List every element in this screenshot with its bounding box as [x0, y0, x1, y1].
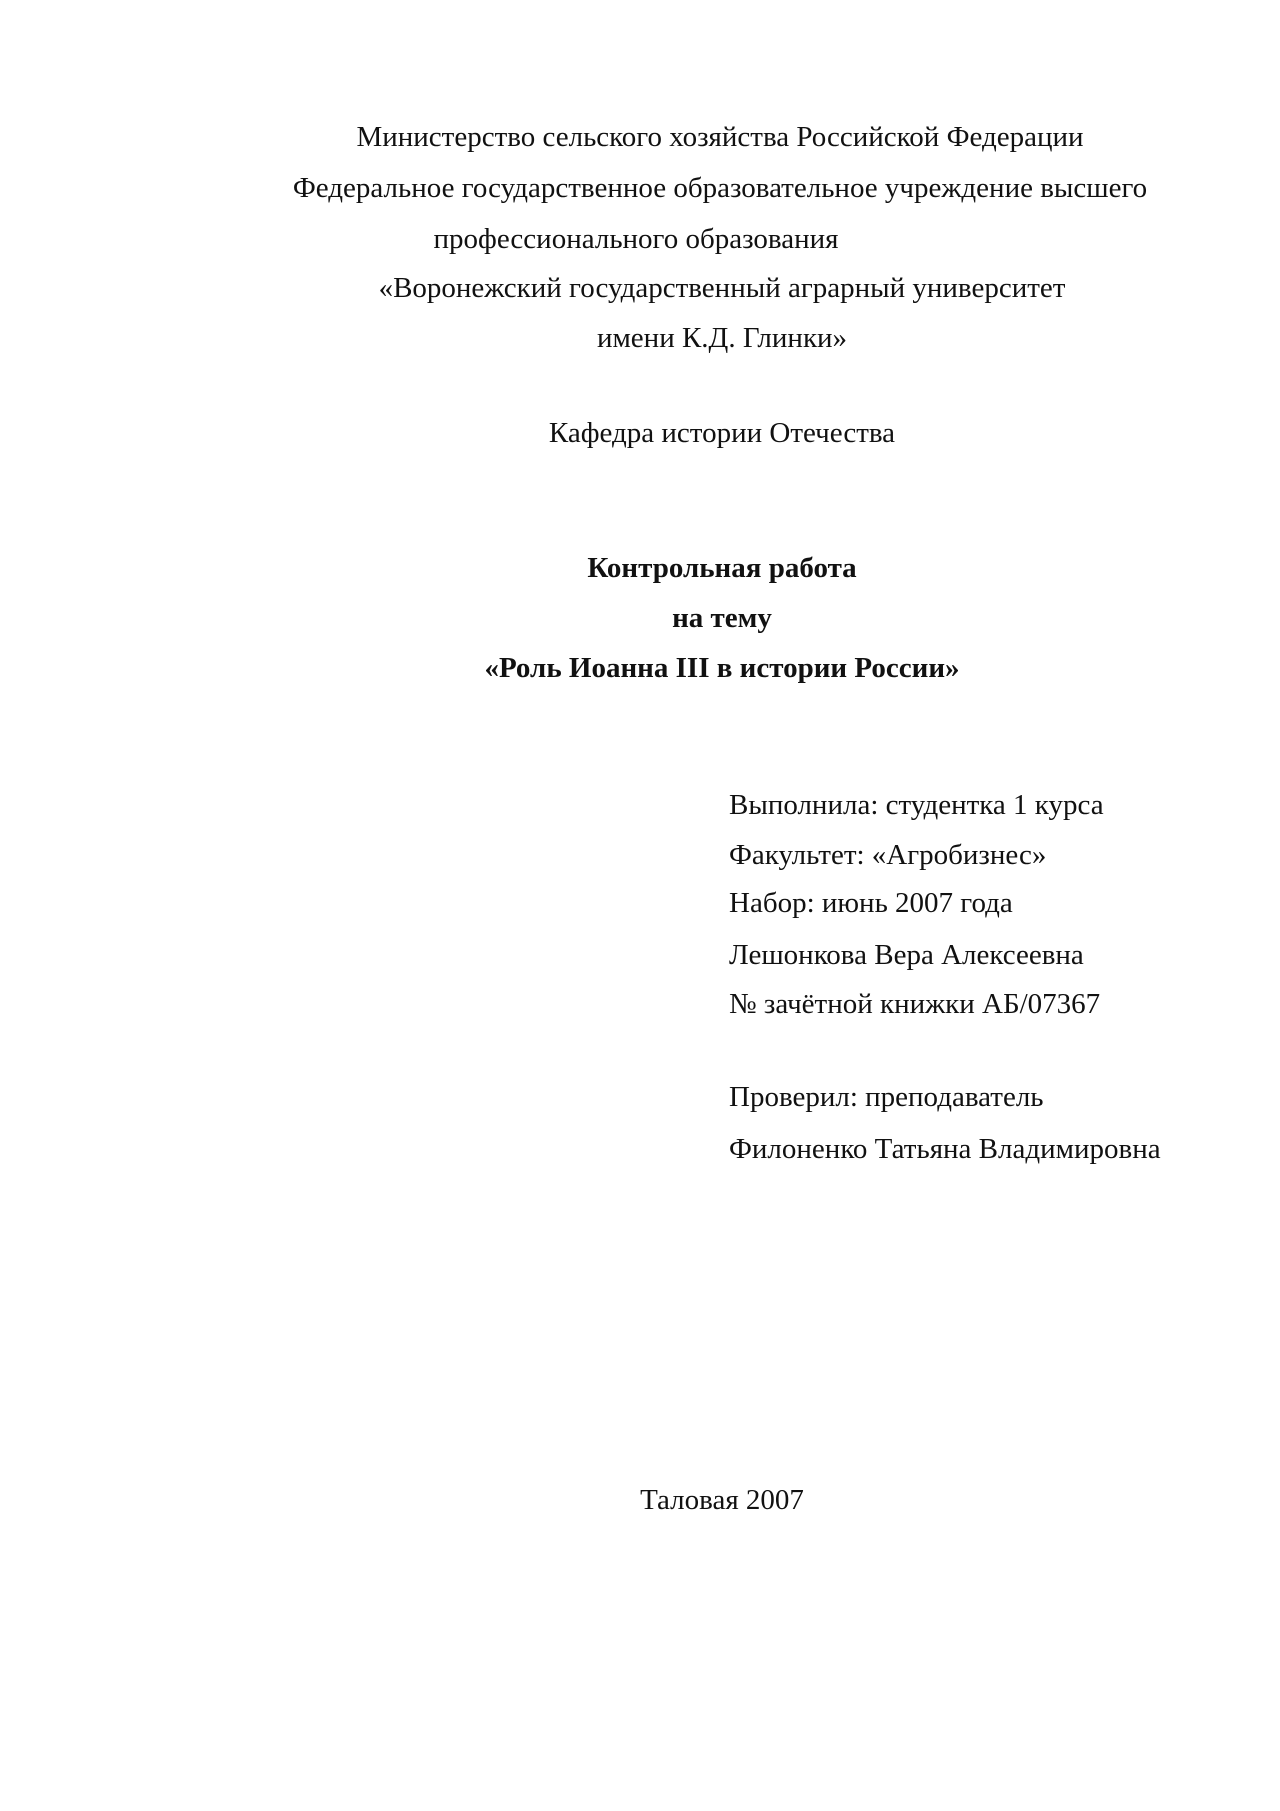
author-record-book: № зачётной книжки АБ/07367: [729, 988, 1101, 1020]
ministry-line: Министерство сельского хозяйства Российской Федерации: [356, 121, 1084, 153]
university-line-2: имени К.Д. Глинки»: [596, 322, 848, 354]
author-performed-by: Выполнила: студентка 1 курса: [729, 789, 1104, 821]
reviewer-checked-by: Проверил: преподаватель: [729, 1081, 1044, 1113]
institution-line-2: профессионального образования: [433, 223, 839, 255]
author-enrollment: Набор: июнь 2007 года: [729, 887, 1013, 919]
reviewer-name: Филоненко Татьяна Владимировна: [729, 1133, 1161, 1165]
city-year: Таловая 2007: [640, 1484, 804, 1516]
author-faculty: Факультет: «Агробизнес»: [729, 839, 1047, 871]
university-line-1: «Воронежский государственный аграрный университет: [378, 272, 1066, 304]
work-type-title: Контрольная работа: [587, 552, 857, 584]
department-line: Кафедра истории Отечества: [548, 417, 896, 449]
author-name: Лешонкова Вера Алексеевна: [729, 939, 1084, 971]
topic-title: «Роль Иоанна III в истории России»: [484, 652, 960, 684]
institution-line-1: Федеральное государственное образовательное учреждение высшего: [292, 172, 1148, 204]
topic-label: на тему: [672, 602, 772, 634]
